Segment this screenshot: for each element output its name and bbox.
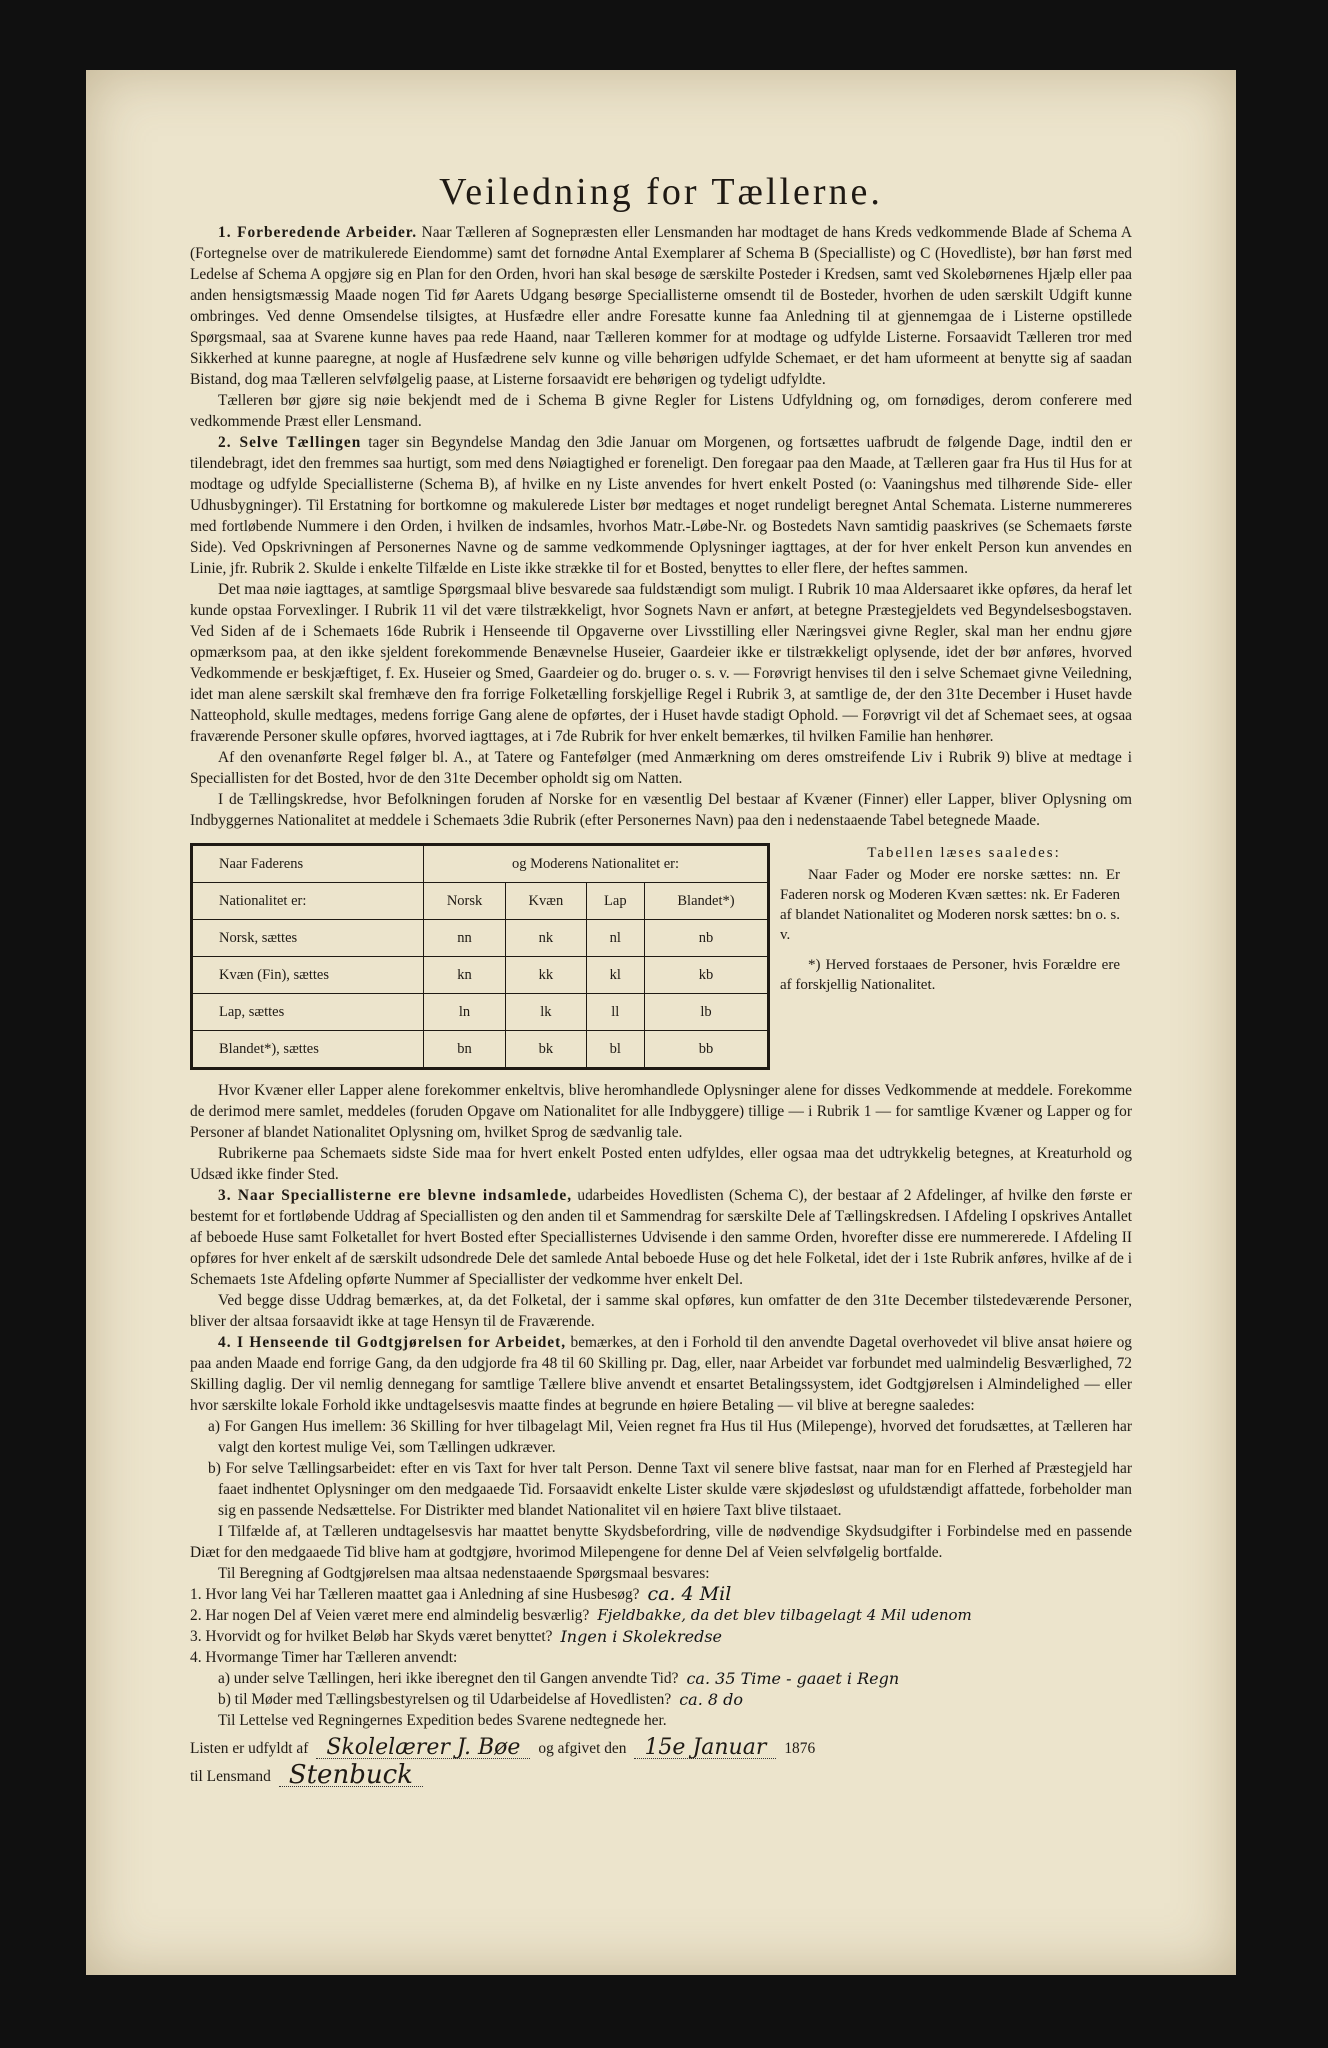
table-col-header: Kvæn [506, 883, 587, 920]
handwritten-answer: Ingen i Skolekredse [560, 1627, 723, 1646]
table-cell: kb [644, 957, 768, 994]
table-col-header: Norsk [424, 883, 506, 920]
nationality-table-block [190, 843, 1132, 1070]
handwritten-answer: Fjeldbakke, da det blev tilbagelagt 4 Mil udenom [597, 1606, 972, 1624]
question-row [190, 1689, 1132, 1710]
table-cell: lk [506, 994, 587, 1031]
table-row [192, 957, 769, 994]
table-footnote: *) Herved forstaaes de Personer, hvis Forældre ere af forskjellig Nationalitet. [780, 957, 1120, 993]
section-2-para-3: Af den ovenanførte Regel følger bl. A., at Tatere og Fantefølger (med Anmærkning om deres omstreifende Liv i Rubrik 9) blive at medtage i Speciallisten for det Bosted, hvor de den 31te December opholdt sig om Natten. [190, 749, 1132, 787]
section-3-text: udarbeides Hovedlisten (Schema C), der bestaar af 2 Afdelinger, af hvilke den første er bestemt for et fortløbende Uddrag af Speciallisten og den anden til et Sammendrag for særskilte Dele af Tællingskredsen. I Afdeling I opskrives Antallet af beboede Huse samt Folketallet for hvert Bosted efter Speciallisternes Udvisende i den samme Orden, hvorefter disse ere nummererede. I Afdeling II opføres for hver enkelt af de særskilt udsondrede Dele det samlede Antal beboede Huse og det hele Folketal, idet der i 1ste Rubrik anføres, hvilke af de i Schemaets 1ste Afdeling opførte Nummer af Speciallister der vedkomme hver enkelt Del. [190, 1187, 1132, 1288]
enumerator-signature: Skolelærer J. Bøe [316, 1737, 530, 1759]
delivered-label: og afgivet den [538, 1740, 627, 1757]
section-2-para-4: I de Tællingskredse, hvor Befolkningen foruden af Norske for en væsentlig Del bestaar af Kvæner (Finner) eller Lapper, bliver Oplysning om Indbyggernes Nationalitet at meddele i Schemaets 3die Rubrik (efter Personernes Navn) paa den i nedenstaaende Tabel betegnede Maade. [190, 791, 1132, 829]
section-2-para-2: Det maa nøie iagttages, at samtlige Spørgsmaal blive besvarede saa fuldstændigt som muligt. I Rubrik 10 maa Aldersaaret ikke opføres, da heraf let kunde opstaa Forvexlinger. I Rubrik 11 vil det være tilstrækkeligt, hvor Sognets Navn er anført, at betegne Præstegjeldets ved Begyndelsesbogstaven. Ved Siden af de i Schemaets 16de Rubrik i Henseende til Opgaverne over Livsstilling eller Næringsvei givne Regler, skal man her endnu gjøre opmærksom paa, at den ikke sjeldent forekommende Benævnelse Huseier, Gaardeier ikke er tilstrækkeligt oplysende, idet der bør anføres, hvorved Vedkommende er beskjæftiget, f. Ex. Huseier og Smed, Gaardeier og do. bruger o. s. v. — Forøvrigt henvises til den i selve Schemaet givne Veiledning, idet man alene særskilt skal fremhæve den fra forrige Folketælling forskjellige Regel i Rubrik 3, at samtlige de, der den 31te December i Huset havde Natteophold, skulle medtages, medens forrige Gang alene de opførtes, der i Huset havde stadigt Ophold. — Forøvrigt vil det af Schemaet sees, at ogsaa fraværende Personer skulle opføres, hvorved iagttages, at i 7de Rubrik for hver enkelt bemærkes, til hvilken Familie han henhører. [190, 581, 1132, 745]
filled-by-label: Listen er udfyldt af [190, 1740, 309, 1757]
question-row [190, 1584, 1132, 1605]
table-header-father: Naar Faderens [192, 845, 424, 883]
table-note [780, 843, 1120, 1070]
delivery-date: 15e Januar [634, 1737, 776, 1759]
section-4-para-3: Til Beregning af Godtgjørelsen maa altsaa nedenstaaende Spørgsmaal besvares: [218, 1565, 710, 1582]
closing-note: Til Lettelse ved Regningernes Expedition bedes Svarene nedtegnede her. [218, 1712, 667, 1729]
document-body [190, 222, 1132, 1790]
table-cell: kn [424, 957, 506, 994]
handwritten-answer: ca. 8 do [679, 1690, 744, 1709]
section-4-item-b: b) For selve Tællingsarbeidet: efter en vis Taxt for hver talt Person. Denne Taxt vil senere blive fastsat, naar man for en Flerhed af Præstegjeld har faaet indhentet Oplysninger om den medgaaede Tid. Forsaavidt enkelte Lister skulde være skjødesløst og ufuldstændigt affattede, forbeholder man sig en passende Nedsættelse. For Distrikter med blandet Nationalitet vil en høiere Taxt blive tilstaaet. [208, 1460, 1132, 1519]
section-4-text: bemærkes, at den i Forhold til den anvendte Dagetal overhovedet vil blive ansat høiere og paa anden Maade end forrige Gang, da den udgjorde fra 48 til 60 Skilling pr. Dag, eller, naar Arbeidet var forbundet med ualmindelig Besværlighed, 72 Skilling daglig. Der vil nemlig dennegang for samtlige Tællere blive anvendt et ensartet Betalingssystem, idet Godtgjørelsen i Almindelighed — eller hvor særskilte lokale Forhold ikke undtagelsesvis maatte findes at begrunde en høiere Betaling — vil blive at beregne saaledes: [190, 1334, 1132, 1414]
section-4-para [190, 1332, 1132, 1416]
table-header-mother: og Moderens Nationalitet er: [424, 845, 769, 883]
signature-line [190, 1737, 1132, 1759]
section-2-text: tager sin Begyndelse Mandag den 3die Januar om Morgenen, og fortsættes uafbrudt de følgende Dage, indtil den er tilendebragt, idet den fremmes saa hurtigt, som med dens Nøiagtighed er foreneligt. Den foregaar paa den Maade, at Tælleren gaar fra Hus til Hus for at modtage og udfylde Speciallisterne (Schema B), af hvilke en ny Liste anvendes for hvert enkelt Posted (o: Vaaningshus med tilhørende Side- eller Udhusbygninger). Til Erstatning for bortkomne og makulerede Lister bør medtages et noget rundeligt beregnet Antal Schemata. Listerne nummereres med fortløbende Nummere i den Orden, i hvilken de indsamles, hvorhos Matr.-Løbe-Nr. og Bostedets Navn samtidig paaskrives (se Schemaets første Side). Ved Opskrivningen af Personernes Navne og de samme vedkommende Oplysninger iagttages, at der for hver enkelt Person kun anvendes en Linie, jfr. Rubrik 2. Skulde i enkelte Tilfælde en Liste ikke strække til for et Bosted, benyttes to eller flere, der heftes sammen. [190, 434, 1132, 577]
handwritten-answer: ca. 35 Time - gaaet i Regn [686, 1669, 900, 1688]
row-label: Blandet*), sættes [192, 1031, 424, 1069]
table-cell: bl [586, 1031, 644, 1069]
lensmand-signature: Stenbuck [279, 1765, 423, 1787]
section-2-heading: 2. Selve Tællingen [218, 434, 362, 451]
section-3-heading: 3. Naar Speciallisterne ere blevne indsamlede, [218, 1187, 573, 1204]
table-row [192, 920, 769, 957]
section-1-text: Naar Tælleren af Sognepræsten eller Lensmanden har modtaget de hans Kreds vedkommende Blade af Schema A (Fortegnelse over de matrikulerede Eiendomme) samt det fornødne Antal Exemplarer af Schema B (Specialliste) og C (Hovedliste), bør han først med Ledelse af Schema A opgjøre sig en Plan for den Orden, hvori han skal besøge de særskilte Posteder i Kredsen, samt ved Skolebørnenes Hjælp eller paa anden hensigtsmæssig Maade nogen Tid før Aarets Udgang besørge Speciallisterne omsendt til de Bosteder, hvorhen de uden særskilt Udgift kunne ombringes. Ved denne Omsendelse tilsigtes, at Husfædre eller andre Foresatte kunne faa Anledning til at gjennemgaa de i Listerne opstillede Spørgsmaal, saa at Svarene kunne haves paa rede Haand, naar Tælleren kommer for at modtage og udfylde Listerne. Forsaavidt Tælleren tror med Sikkerhed at kunne paaregne, at nogle af Husfædrene selv kunne og ville behørigen udfylde Schemaet, er det ham uformeent at benytte sig af saadan Bistand, dog maa Tælleren selvfølgelig paase, at Listerne forsaavidt ere behørigen og tydeligt udfyldte. [190, 224, 1132, 388]
handwritten-answer: ca. 4 Mil [647, 1583, 732, 1605]
section-2b-para: Hvor Kvæner eller Lapper alene forekommer enkeltvis, blive heromhandlede Oplysninger alene for disses Vedkommende at meddele. Forekomme de derimod mere samlet, meddeles (foruden Opgave om Nationalitet for alle Indbyggere) tillige — i Rubrik 1 — for samtlige Kvæner og Lapper og for Personer af blandet Nationalitet Oplysning om, hvilket Sprog de sædvanlig tale. [190, 1082, 1132, 1141]
section-1-para [190, 222, 1132, 390]
section-1-para-2: Tælleren bør gjøre sig nøie bekjendt med de i Schema B givne Regler for Listens Udfyldning og, om fornødiges, derom conferere med vedkommende Præst eller Lensmand. [190, 392, 1132, 430]
section-4-para-2: I Tilfælde af, at Tælleren undtagelsesvis har maattet benytte Skydsbefordring, ville de nødvendige Skydsudgifter i Forbindelse med en passende Diæt for den medgaaede Tid blive ham at godtgjøre, hvorimod Milepengene for denne Del af Veien selvfølgelig bortfalde. [190, 1523, 1132, 1561]
table-cell: kl [586, 957, 644, 994]
question-text: b) til Møder med Tællingsbestyrelsen og til Udarbeidelse af Hovedlisten? [218, 1691, 672, 1708]
question-row [190, 1605, 1132, 1626]
table-cell: nn [424, 920, 506, 957]
nationality-table [190, 843, 770, 1070]
table-note-text: Naar Fader og Moder ere norske sættes: nn. Er Faderen norsk og Moderen Kvæn sættes: nk. Er Faderen af blandet Nationalitet og Moderen norsk sættes: bn o. s. v. [780, 867, 1120, 943]
question-text: 1. Hvor lang Vei har Tælleren maattet gaa i Anledning af sine Husbesøg? [190, 1586, 640, 1603]
section-3-para-2: Ved begge disse Uddrag bemærkes, at, da det Folketal, der i samme skal opføres, kun omfatter de den 31te December tilstedeværende Personer, bliver der altsaa forsaavidt ikke at tage Hensyn til de Fraværende. [190, 1292, 1132, 1330]
table-cell: ln [424, 994, 506, 1031]
table-header-father-2: Nationalitet er: [192, 883, 424, 920]
question-text: a) under selve Tællingen, heri ikke iberegnet den til Gangen anvendte Tid? [218, 1670, 679, 1687]
section-4-heading: 4. I Henseende til Godtgjørelsen for Arbeidet, [218, 1334, 567, 1351]
table-cell: bk [506, 1031, 587, 1069]
question-text: 3. Hvorvidt og for hvilket Beløb har Skyds været benyttet? [190, 1628, 553, 1645]
year: 1876 [784, 1740, 816, 1757]
question-text: 2. Har nogen Del af Veien været mere end almindelig besværlig? [190, 1607, 590, 1624]
section-2-para [190, 432, 1132, 579]
table-cell: nb [644, 920, 768, 957]
table-col-header: Lap [586, 883, 644, 920]
lensmand-line [190, 1760, 1132, 1790]
table-cell: nl [586, 920, 644, 957]
table-col-header: Blandet*) [644, 883, 768, 920]
section-1-heading: 1. Forberedende Arbeider. [218, 224, 418, 241]
table-cell: bb [644, 1031, 768, 1069]
row-label: Kvæn (Fin), sættes [192, 957, 424, 994]
question-row [190, 1647, 1132, 1668]
questions-list [190, 1584, 1132, 1710]
question-text: 4. Hvormange Timer har Tælleren anvendt: [190, 1649, 458, 1666]
question-row [190, 1668, 1132, 1689]
section-2b-para-2: Rubrikerne paa Schemaets sidste Side maa for hvert enkelt Posted enten udfyldes, eller ogsaa maa det udtrykkelig betegnes, at Kreaturhold og Udsæd ikke finder Sted. [190, 1145, 1132, 1183]
table-cell: lb [644, 994, 768, 1031]
table-cell: bn [424, 1031, 506, 1069]
table-cell: ll [586, 994, 644, 1031]
row-label: Lap, sættes [192, 994, 424, 1031]
document-sheet [86, 70, 1236, 1975]
section-4-item-a: a) For Gangen Hus imellem: 36 Skilling for hver tilbagelagt Mil, Veien regnet fra Hus til Hus (Milepenge), hvorved det forudsættes, at Tælleren har valgt den kortest mulige Vei, som Tællingen udkræver. [208, 1418, 1132, 1456]
lensmand-label: til Lensmand [190, 1768, 271, 1785]
page-title: Veiledning for Tællerne. [439, 171, 883, 213]
question-row [190, 1626, 1132, 1647]
table-cell: nk [506, 920, 587, 957]
table-note-caption: Tabellen læses saaledes: [867, 845, 1061, 861]
section-3-para [190, 1185, 1132, 1290]
table-row [192, 1031, 769, 1069]
table-cell: kk [506, 957, 587, 994]
table-row [192, 994, 769, 1031]
row-label: Norsk, sættes [192, 920, 424, 957]
